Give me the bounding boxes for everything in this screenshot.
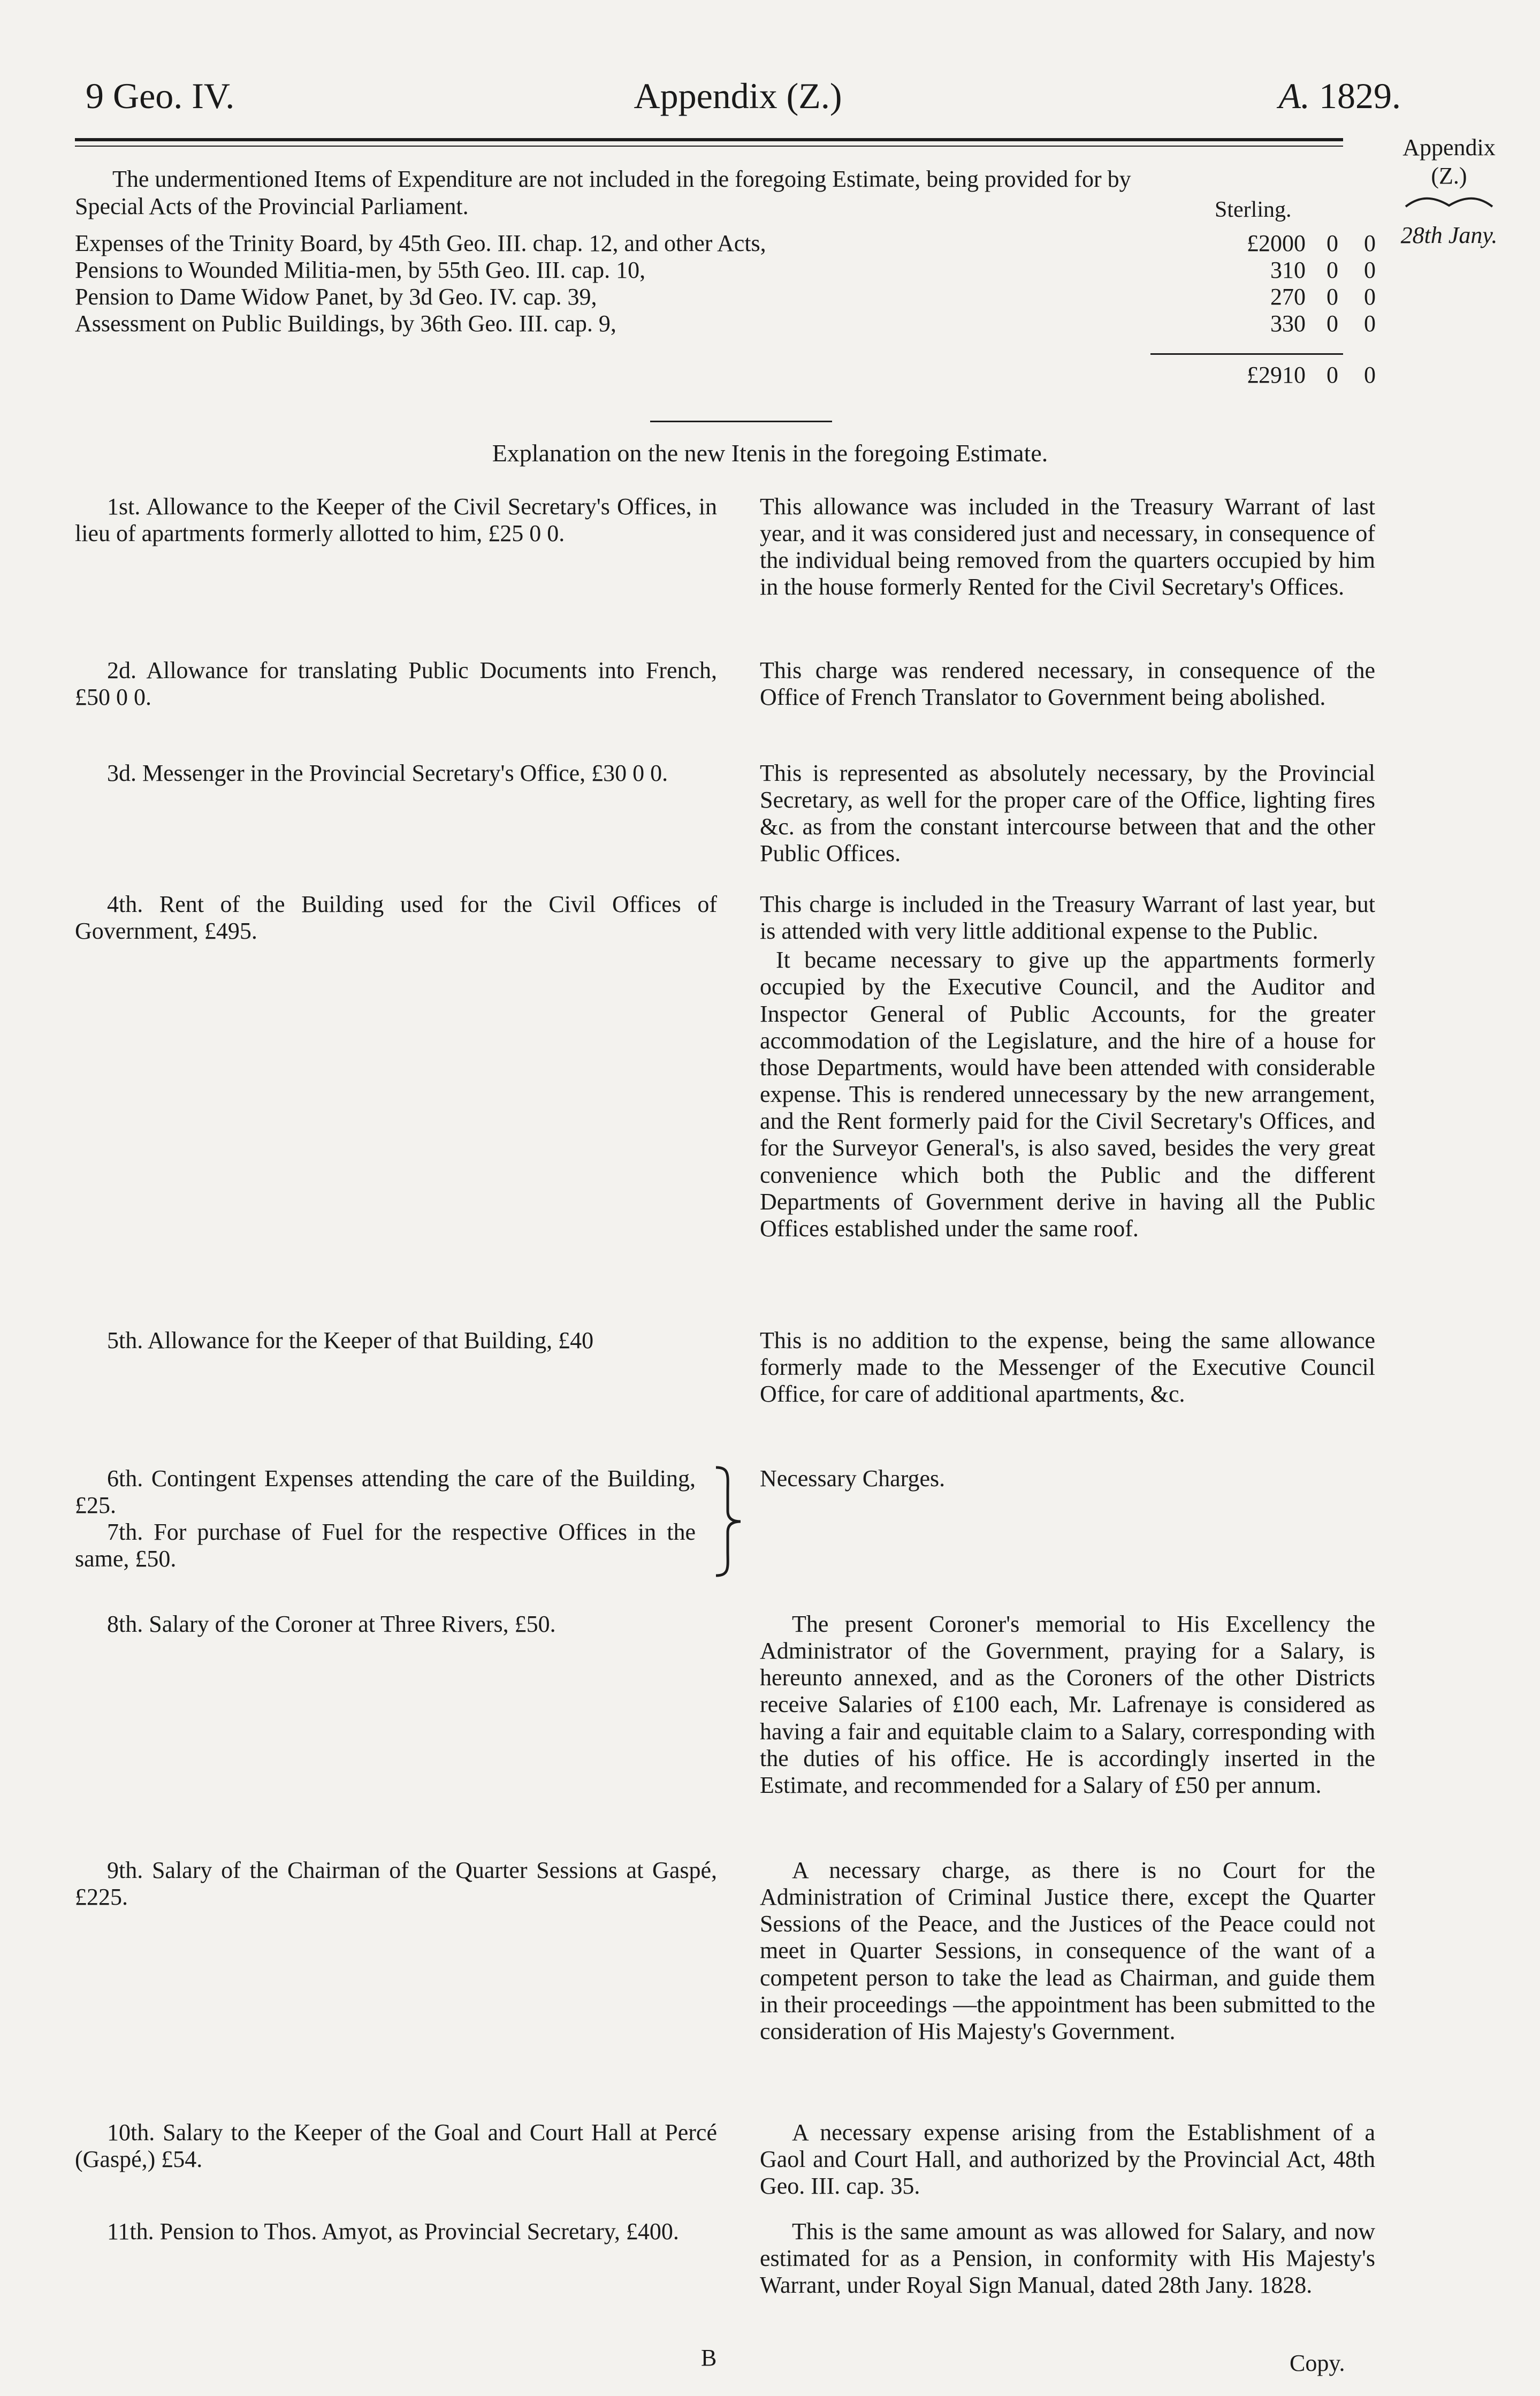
margin-date: 28th Jany. <box>1400 222 1498 248</box>
expenditure-desc: Pensions to Wounded Militia-men, by 55th Geo. III. cap. 10, <box>75 257 646 283</box>
item-explanation: This allowance was included in the Treasury Warrant of last year, and it was considered just and necessary, in consequence of the individual being removed from the quarters occupied by him in the house formerly Rented for the Civil Secretary's Offices. <box>760 493 1375 600</box>
total-shillings: 0 <box>1326 362 1338 388</box>
running-head <box>75 75 1401 134</box>
header-year-value: 1829. <box>1319 75 1401 116</box>
intro-line-2: Special Acts of the Provincial Parliament. <box>75 193 469 219</box>
expenditure-shillings: 0 <box>1326 230 1338 256</box>
expenditure-pounds: 270 <box>1270 284 1306 310</box>
expenditure-pounds: 330 <box>1270 310 1306 337</box>
expenditure-row <box>75 310 1376 337</box>
intro-line-1: The undermentioned Items of Expenditure are not included in the foregoing Estimate, being provided for by <box>112 166 1131 192</box>
header-rule-thin <box>75 146 1343 147</box>
catchword: Copy. <box>1290 2350 1345 2376</box>
item-description: 3d. Messenger in the Provincial Secretary's Office, £30 0 0. <box>107 760 668 786</box>
item-description: 1st. Allowance to the Keeper of the Civil Secretary's Offices, in lieu of apartments formerly allotted to him, £25 0 0. <box>75 493 717 547</box>
expenditure-shillings: 0 <box>1326 284 1338 310</box>
item-explanation <box>760 891 1375 1242</box>
item-explanation: This is the same amount as was allowed for Salary, and now estimated for as a Pension, in conformity with His Majesty's Warrant, under Royal Sign Manual, dated 28th Jany. 1828. <box>760 2218 1375 2299</box>
expenditure-row <box>75 257 1376 284</box>
expenditure-total <box>75 361 1376 388</box>
item-explanation: This charge was rendered necessary, in consequence of the Office of French Translator to Government being abolished. <box>760 657 1375 711</box>
item-description: 10th. Salary to the Keeper of the Goal and Court Hall at Percé (Gaspé,) £54. <box>75 2119 717 2173</box>
expenditure-pence: 0 <box>1364 230 1376 256</box>
curly-brace-icon <box>712 1465 744 1578</box>
item-6-description: 6th. Contingent Expenses attending the care of the Building, £25. <box>75 1465 696 1519</box>
expenditure-shillings: 0 <box>1326 257 1338 283</box>
expenditure-row <box>75 284 1376 310</box>
expenditure-pence: 0 <box>1364 257 1376 283</box>
expenditure-pence: 0 <box>1364 284 1376 310</box>
item-description: 9th. Salary of the Chairman of the Quarter Sessions at Gaspé, £225. <box>75 1857 717 1911</box>
item-explanation-para-1: This charge is included in the Treasury Warrant of last year, but is attended with very little additional expense to the Public. <box>760 891 1375 945</box>
sum-rule <box>1150 353 1343 355</box>
sterling-label: Sterling. <box>1215 197 1292 222</box>
item-description: 8th. Salary of the Coroner at Three Rivers, £50. <box>107 1611 556 1637</box>
item-explanation: This is no addition to the expense, being the same allowance formerly made to the Messenger of the Executive Council Office, for care of additional apartments, &c. <box>760 1327 1375 1408</box>
expenditure-list <box>75 230 1376 337</box>
section-rule <box>650 421 832 422</box>
header-appendix: Appendix (Z.) <box>634 75 842 116</box>
item-description: 2d. Allowance for translating Public Documents into French, £50 0 0. <box>75 657 717 711</box>
expenditure-row <box>75 230 1376 257</box>
expenditure-shillings: 0 <box>1326 310 1338 337</box>
header-year-prefix: A. <box>1278 75 1310 116</box>
header-session: 9 Geo. IV. <box>86 75 235 116</box>
signature-mark: B <box>701 2345 717 2371</box>
expenditure-intro <box>75 166 1354 220</box>
item-7-description: 7th. For purchase of Fuel for the respective Offices in the same, £50. <box>75 1519 696 1572</box>
expenditure-pounds: £2000 <box>1247 230 1306 256</box>
item-explanation: This is represented as absolutely necessary, by the Provincial Secretary, as well for the proper care of the Office, lighting fires &c. as from the constant intercourse between that and the other Public Offices. <box>760 760 1375 867</box>
item-explanation-para-2: It became necessary to give up the appartments formerly occupied by the Executive Council, and the Auditor and Inspector General of Public Accounts, for the greater accommodation of the Legislature, and the hire of a house for those Departments, would have been attended with considerable expense. This is rendered unnecessary by the new arrangement, and the Rent formerly paid for the Civil Secretary's Offices, and for the Surveyor General's, is also saved, besides the very great convenience which both the Public and the different Departments of Government derive in having all the Public Offices established under the same roof. <box>760 947 1375 1242</box>
total-pence: 0 <box>1364 362 1376 388</box>
margin-note <box>1374 134 1524 249</box>
header-rule-thick <box>75 138 1343 141</box>
expenditure-desc: Expenses of the Trinity Board, by 45th Geo. III. chap. 12, and other Acts, <box>75 230 766 256</box>
total-pounds: £2910 <box>1247 362 1306 388</box>
explanation-heading: Explanation on the new Itenis in the foregoing Estimate. <box>492 439 1048 467</box>
item-description: 4th. Rent of the Building used for the Civil Offices of Government, £495. <box>75 891 717 945</box>
margin-appendix: Appendix <box>1402 134 1496 161</box>
item-explanation: A necessary expense arising from the Establishment of a Gaol and Court Hall, and authorized by the Provincial Act, 48th Geo. III. cap. 35. <box>760 2119 1375 2200</box>
item-description: 11th. Pension to Thos. Amyot, as Provincial Secretary, £400. <box>107 2218 679 2245</box>
expenditure-desc: Pension to Dame Widow Panet, by 3d Geo. IV. cap. 39, <box>75 284 597 310</box>
expenditure-pounds: 310 <box>1270 257 1306 283</box>
item-explanation: Necessary Charges. <box>760 1465 946 1492</box>
expenditure-desc: Assessment on Public Buildings, by 36th Geo. III. cap. 9, <box>75 310 616 337</box>
expenditure-pence: 0 <box>1364 310 1376 337</box>
swash-ornament-icon <box>1404 194 1495 213</box>
item-explanation: A necessary charge, as there is no Court for the Administration of Criminal Justice there, except the Quarter Sessions of the Peace, and the Justices of the Peace could not meet in Quarter Sessions, in consequence of the want of a competent person to take the lead as Chairman, and guide them in their proceedings —the appointment has been submitted to the consideration of His Majesty's Government. <box>760 1857 1375 2044</box>
item-description: 5th. Allowance for the Keeper of that Building, £40 <box>107 1327 594 1353</box>
margin-letter: (Z.) <box>1431 162 1467 189</box>
item-explanation: The present Coroner's memorial to His Excellency the Administrator of the Government, praying for a Salary, is hereunto annexed, and as the Coroners of the other Districts receive Salaries of £100 each, Mr. Lafrenaye is considered as having a fair and equitable claim to a Salary, corresponding with the duties of his office. He is accordingly inserted in the Estimate, and recommended for a Salary of £50 per annum. <box>760 1611 1375 1798</box>
header-year <box>1278 75 1401 117</box>
item-descriptions <box>75 1465 696 1573</box>
